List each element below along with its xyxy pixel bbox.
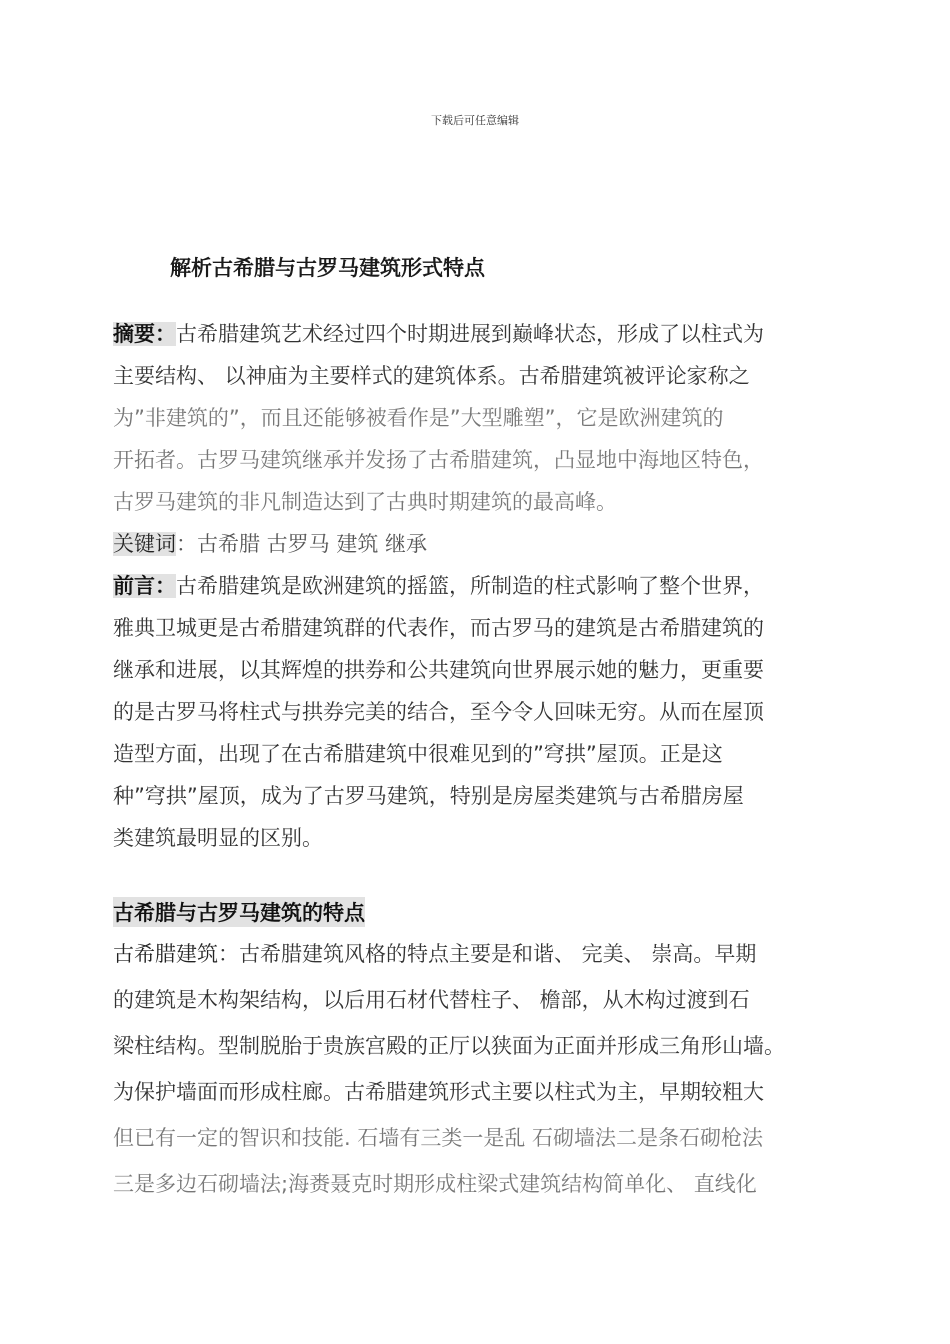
abstract-line: 古罗马建筑的非凡制造达到了古典时期建筑的最高峰。 xyxy=(113,490,617,514)
greek-text: 古希腊建筑风格的特点主要是和谐、 完美、 崇高。早期 xyxy=(239,942,757,966)
greek-line: 但已有一定的智识和技能. 石墙有三类一是乱 石砌墙法二是条石砌枪法 xyxy=(113,1126,764,1150)
preface-line xyxy=(113,570,764,600)
preface-line: 类建筑最明显的区别。 xyxy=(113,826,323,850)
greek-label: 古希腊建筑 xyxy=(113,942,218,966)
preface-line: 种”穹拱”屋顶，成为了古罗马建筑，特别是房屋类建筑与古希腊房屋 xyxy=(113,784,744,808)
page-header-note: 下载后可任意编辑 xyxy=(431,114,519,127)
abstract-line: 开拓者。古罗马建筑继承并发扬了古希腊建筑，凸显地中海地区特色， xyxy=(113,448,764,472)
section-heading: 古希腊与古罗马建筑的特点 xyxy=(113,897,365,927)
preface-line: 的是古罗马将柱式与拱券完美的结合，至今令人回味无穷。从而在屋顶 xyxy=(113,700,764,724)
greek-colon: ： xyxy=(218,942,239,966)
preface-text: 古希腊建筑是欧洲建筑的摇篮，所制造的柱式影响了整个世界， xyxy=(176,574,764,598)
greek-line xyxy=(113,938,756,968)
keywords-colon: ： xyxy=(176,532,197,556)
keywords-label: 关键词 xyxy=(113,532,176,556)
page-title: 解析古希腊与古罗马建筑形式特点 xyxy=(170,256,485,280)
abstract-text: 古希腊建筑艺术经过四个时期进展到巅峰状态，形成了以柱式为 xyxy=(176,322,764,346)
preface-label: 前言： xyxy=(113,574,176,598)
abstract-line xyxy=(113,318,764,348)
keywords-text: 古希腊 古罗马 建筑 继承 xyxy=(197,532,428,556)
keywords-line xyxy=(113,528,427,558)
greek-line: 梁柱结构。型制脱胎于贵族宫殿的正厅以狭面为正面并形成三角形山墙。 xyxy=(113,1034,785,1058)
greek-line: 三是多边石砌墙法;海赉聂克时期形成柱梁式建筑结构简单化、 直线化 xyxy=(113,1172,757,1196)
abstract-line: 为”非建筑的”，而且还能够被看作是”大型雕塑”，它是欧洲建筑的 xyxy=(113,406,724,430)
greek-line: 为保护墙面而形成柱廊。古希腊建筑形式主要以柱式为主，早期较粗大 xyxy=(113,1080,764,1104)
preface-line: 继承和进展，以其辉煌的拱券和公共建筑向世界展示她的魅力，更重要 xyxy=(113,658,764,682)
abstract-label: 摘要： xyxy=(113,322,176,346)
preface-line: 雅典卫城更是古希腊建筑群的代表作，而古罗马的建筑是古希腊建筑的 xyxy=(113,616,764,640)
greek-line: 的建筑是木构架结构，以后用石材代替柱子、 檐部，从木构过渡到石 xyxy=(113,988,750,1012)
abstract-line: 主要结构、 以神庙为主要样式的建筑体系。古希腊建筑被评论家称之 xyxy=(113,364,750,388)
preface-line: 造型方面，出现了在古希腊建筑中很难见到的”穹拱”屋顶。正是这 xyxy=(113,742,723,766)
